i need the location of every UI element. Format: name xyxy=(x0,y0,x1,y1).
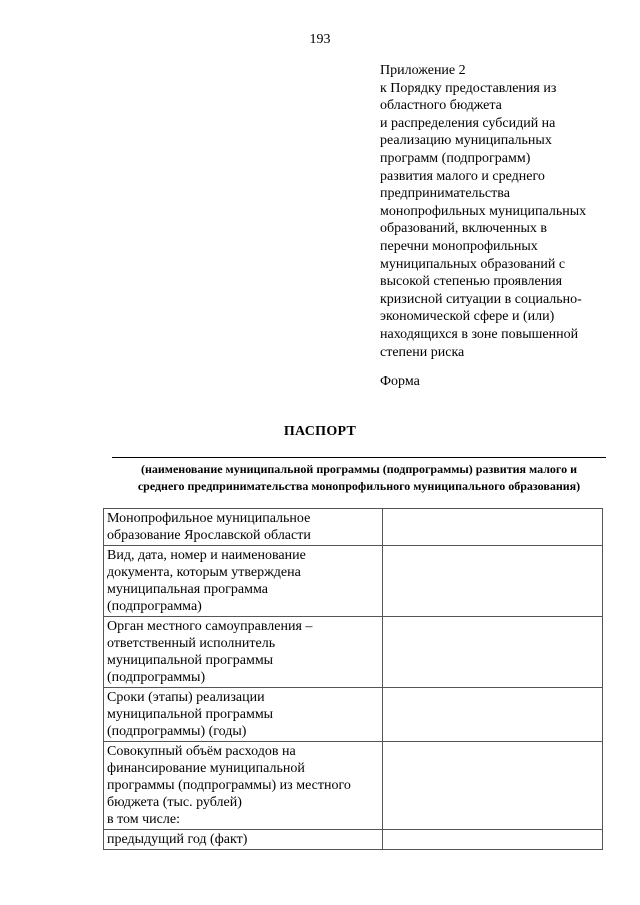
subtitle-line: (наименование муниципальной программы (подпрограммы) развития малого и xyxy=(140,462,577,476)
appendix-line: и распределения субсидий на xyxy=(380,115,556,131)
label-line: (подпрограмма) xyxy=(107,599,202,614)
table-row xyxy=(104,830,603,850)
label-line: бюджета (тыс. рублей) xyxy=(107,795,242,810)
table-row xyxy=(104,509,603,546)
label-line: (подпрограммы) (годы) xyxy=(107,724,247,739)
label-line: Монопрофильное муниципальное xyxy=(107,511,311,526)
label-line: программы (подпрограммы) из местного xyxy=(107,778,351,793)
label-line: Совокупный объём расходов на xyxy=(107,744,296,759)
row-label xyxy=(104,509,383,546)
appendix-line: развития малого и среднего xyxy=(380,168,545,184)
label-line: Сроки (этапы) реализации xyxy=(107,690,265,705)
label-line: ответственный исполнитель xyxy=(107,636,276,651)
row-value xyxy=(382,830,602,850)
row-label xyxy=(104,742,383,830)
label-line: муниципальной программы xyxy=(107,707,274,722)
subtitle-line: среднего предпринимательства монопрофильного муниципального образования) xyxy=(137,479,581,493)
appendix-line: муниципальных образований с xyxy=(380,256,566,272)
table-row xyxy=(104,688,603,742)
table-row xyxy=(104,546,603,617)
row-value xyxy=(382,688,602,742)
appendix-line: находящихся в зоне повышенной xyxy=(380,326,579,342)
page-number: 193 xyxy=(309,32,331,47)
appendix-line: высокой степенью проявления xyxy=(380,274,563,290)
row-value xyxy=(382,742,602,830)
label-line: муниципальной программы xyxy=(107,653,274,668)
appendix-line: Приложение 2 xyxy=(380,63,466,78)
appendix-line: перечни монопрофильных xyxy=(380,238,538,254)
title-underline xyxy=(112,457,606,458)
row-label xyxy=(104,617,383,688)
label-line: муниципальная программа xyxy=(107,582,268,597)
appendix-line: к Порядку предоставления из xyxy=(380,80,557,96)
row-value xyxy=(382,617,602,688)
row-value xyxy=(382,546,602,617)
document-title: ПАСПОРТ xyxy=(283,424,357,439)
row-value xyxy=(382,509,602,546)
appendix-header xyxy=(380,62,630,361)
row-label xyxy=(104,688,383,742)
table-row xyxy=(104,742,603,830)
appendix-line: областного бюджета xyxy=(380,98,502,114)
label-line: Вид, дата, номер и наименование xyxy=(107,548,306,563)
appendix-line: программ (подпрограмм) xyxy=(380,150,531,166)
appendix-line: монопрофильных муниципальных xyxy=(380,203,587,219)
label-line: документа, которым утверждена xyxy=(107,565,301,580)
appendix-line: степени риска xyxy=(380,344,465,360)
appendix-line: предпринимательства xyxy=(380,186,510,202)
label-line: Орган местного самоуправления – xyxy=(107,619,313,634)
form-label: Форма xyxy=(380,374,420,389)
appendix-line: образований, включенных в xyxy=(380,221,547,237)
label-line: финансирование муниципальной xyxy=(107,761,305,776)
row-label xyxy=(104,546,383,617)
passport-table xyxy=(103,508,603,850)
row-label xyxy=(104,830,383,850)
appendix-line: экономической сфере и (или) xyxy=(380,309,555,325)
label-line: (подпрограммы) xyxy=(107,670,206,685)
label-line: предыдущий год (факт) xyxy=(107,832,248,847)
label-line: образование Ярославской области xyxy=(107,528,311,543)
document-subtitle xyxy=(100,461,618,495)
appendix-line: кризисной ситуации в социально- xyxy=(380,291,582,307)
table-row xyxy=(104,617,603,688)
label-line: в том числе: xyxy=(107,812,180,827)
appendix-line: реализацию муниципальных xyxy=(380,133,552,149)
